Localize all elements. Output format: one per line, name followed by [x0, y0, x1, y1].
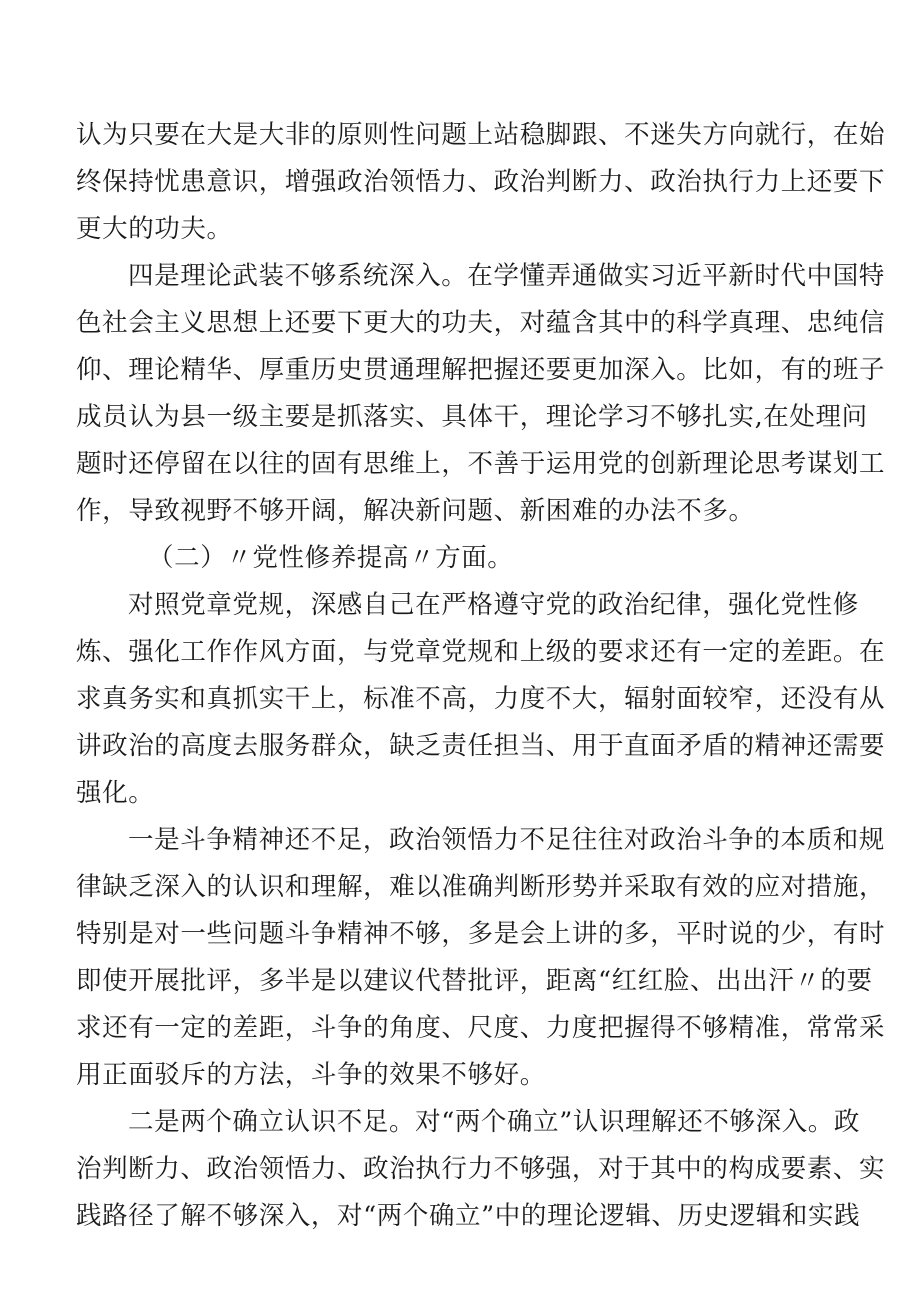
section-heading [76, 535, 856, 582]
paragraph-struggle [76, 817, 886, 1099]
text-line: 特别是对一些问题斗争精神不够，多是会上讲的多，平时说的少，有时 [76, 919, 886, 949]
text-line: 仰、理论精华、厚重历史贯通理解把握还要更加深入。比如，有的班子 [76, 355, 886, 385]
text-line: 求真务实和真抓实干上，标准不高，力度不大，辐射面较窄，还没有从 [76, 684, 886, 714]
text-line: 律缺乏深入的认识和理解，难以准确判断形势并采取有效的应对措施， [76, 872, 886, 902]
text-line: 色社会主义思想上还要下更大的功夫，对蕴含其中的科学真理、忠纯信 [76, 308, 886, 338]
text-line: 对照党章党规，深感自己在严格遵守党的政治纪律，强化党性修 [128, 590, 859, 620]
text-line: 求还有一定的差距，斗争的角度、尺度、力度把握得不够精准，常常采 [76, 1013, 886, 1043]
text-line: 认为只要在大是大非的原则性问题上站稳脚跟、不迷失方向就行，在始 [76, 120, 886, 150]
text-line: 治判断力、政治领悟力、政治执行力不够强，对于其中的构成要素、实 [76, 1154, 886, 1184]
text-line: 二是两个确立认识不足。对“两个确立”认识理解还不够深入。政 [128, 1107, 860, 1137]
text-line: 作，导致视野不够开阔，解决新问题、新困难的办法不多。 [76, 496, 755, 526]
paragraph-two-establishments [76, 1099, 886, 1240]
text-line: 更大的功夫。 [76, 214, 233, 244]
paragraph-theory [76, 253, 886, 535]
paragraph-continuation [76, 112, 886, 253]
paragraph-party-rules [76, 582, 886, 817]
text-line: 践路径了解不够深入，对“两个确立”中的理论逻辑、历史逻辑和实践 [76, 1201, 861, 1231]
document-body [76, 112, 886, 1240]
text-line: 用正面驳斥的方法，斗争的效果不够好。 [76, 1060, 546, 1090]
text-line: 成员认为县一级主要是抓落实、具体干，理论学习不够扎实,在处理问 [76, 402, 868, 432]
text-line: 讲政治的高度去服务群众，缺乏责任担当、用于直面矛盾的精神还需要 [76, 731, 886, 761]
text-line: 即使开展批评，多半是以建议代替批评，距离“红红脸、出出汗〃的要 [76, 966, 873, 996]
text-line: 终保持忧患意识，增强政治领悟力、政治判断力、政治执行力上还要下 [76, 167, 886, 197]
text-line: 题时还停留在以往的固有思维上，不善于运用党的创新理论思考谋划工 [76, 449, 886, 479]
text-line: 强化。 [76, 778, 155, 808]
text-line: 一是斗争精神还不足，政治领悟力不足往往对政治斗争的本质和规 [128, 825, 885, 855]
heading-line: （二）〃党性修养提高〃方面。 [148, 543, 514, 573]
text-line: 四是理论武装不够系统深入。在学懂弄通做实习近平新时代中国特 [128, 261, 885, 291]
text-line: 炼、强化工作作风方面，与党章党规和上级的要求还有一定的差距。在 [76, 637, 886, 667]
